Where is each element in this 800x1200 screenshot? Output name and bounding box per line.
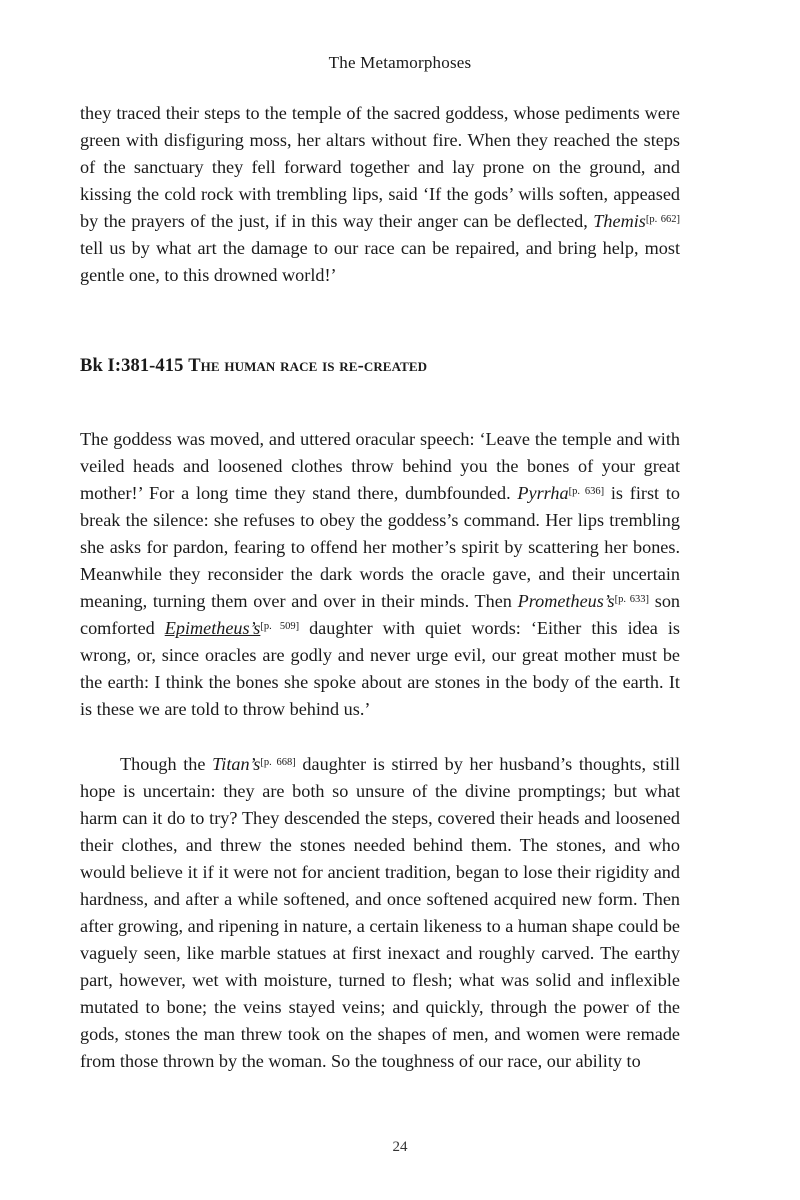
paragraph-text: Though the (120, 754, 213, 774)
paragraph-oracle (80, 426, 680, 723)
name-link-pyrrha[interactable]: Pyrrha (517, 483, 569, 503)
name-link-epimetheus[interactable]: Epimetheus’s (164, 618, 261, 638)
page-ref-themis: [p. 662] (645, 214, 680, 225)
paragraph-text: is first to break the silence: she refuses to obey the goddess’s command. Her lips trembling she asks for pardon, fearing to offend her mother’s spirit by scattering her bones. Meanwhile they reconsider the dark words the oracle gave, and their uncertain meaning, turning them over and over in their minds. Then (80, 483, 681, 611)
paragraph-text: they traced their steps to the temple of the sacred goddess, whose pediments were green with disfiguring moss, her altars without fire. When they reached the steps of the sanctuary they fell forward together and lay prone on the ground, and kissing the cold rock with trembling lips, said ‘If the gods’ wills soften, appeased by the prayers of the just, if in this way their anger can be deflected, (80, 103, 680, 231)
section-title: The human race is re-created (188, 356, 428, 376)
paragraph-text: tell us by what art the damage to our race can be repaired, and bring help, most gentle one, to this drowned world!’ (80, 238, 680, 285)
name-link-themis[interactable]: Themis (593, 211, 646, 231)
name-link-prometheus[interactable]: Prometheus’s (517, 591, 615, 611)
page-ref-epimetheus: [p. 509] (260, 621, 300, 632)
paragraph-text: The goddess was moved, and uttered oracular speech: ‘Leave the temple and with veiled heads and loosened clothes throw behind you the bones of your great mother!’ For a long time they stand there, dumbfounded. (80, 429, 680, 503)
running-title: The Metamorphoses (328, 53, 472, 72)
paragraph-stones (80, 751, 680, 1075)
paragraph-text: daughter with quiet words: ‘Either this idea is wrong, or, since oracles are godly and never urge evil, our great mother must be the earth: I think the bones she spoke about are stones in the body of the earth. It is these we are told to throw behind us.’ (80, 618, 680, 719)
page-ref-pyrrha: [p. 636] (568, 486, 605, 497)
page-ref-titan: [p. 668] (260, 757, 296, 768)
paragraph-text: son comforted (80, 591, 681, 638)
section-ref: Bk I:381-415 (80, 356, 184, 376)
name-link-titan[interactable]: Titan’s (212, 754, 261, 774)
page-ref-prometheus: [p. 633] (614, 594, 650, 605)
page-number: 24 (392, 1139, 408, 1155)
paragraph-text: daughter is stirred by her husband’s thoughts, still hope is uncertain: they are both so unsure of the divine promptings; but what harm can it do to try? They descended the steps, covered their heads and loosened their clothes, and threw the stones needed behind them. The stones, and who would believe it if it were not for ancient tradition, began to lose their rigidity and hardness, and after a while softened, and once softened acquired new form. Then after growing, and ripening in nature, a certain likeness to a human shape could be vaguely seen, like marble statues at first inexact and roughly carved. The earthy part, however, wet with moisture, turned to flesh; what was solid and inflexible mutated to bone; the veins stayed veins; and quickly, through the power of the gods, stones the man threw took on the shapes of men, and women were remade from those thrown by the woman. So the toughness of our race, our ability to (80, 754, 680, 1071)
section-heading (80, 356, 700, 377)
paragraph-temple (80, 100, 680, 289)
